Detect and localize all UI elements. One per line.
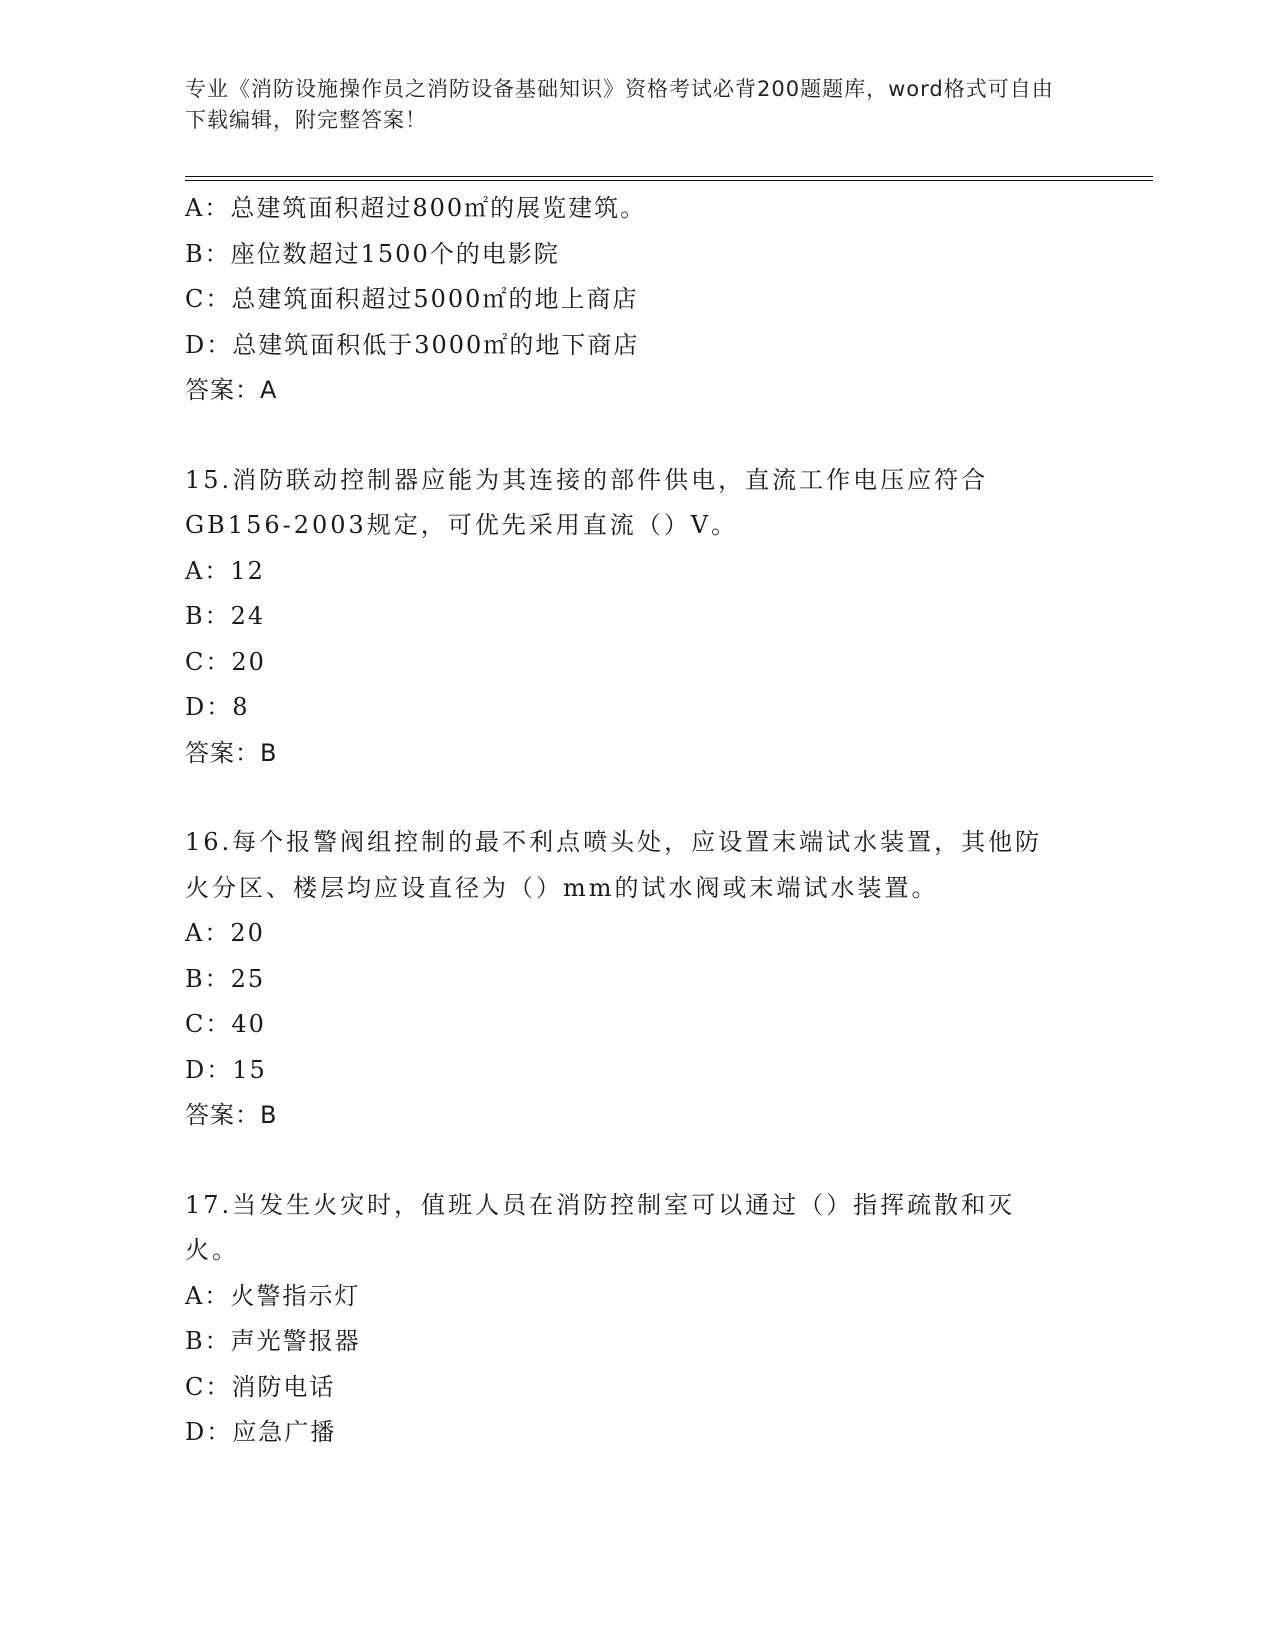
option-text: 20 xyxy=(231,647,266,676)
option-a xyxy=(185,911,1085,957)
option-key: A： xyxy=(185,1281,231,1310)
option-text: 24 xyxy=(230,602,266,630)
option-c xyxy=(185,640,1085,686)
option-text: 座位数超过1500个的电影院 xyxy=(230,239,560,268)
option-text: 火警指示灯 xyxy=(230,1281,361,1310)
header-divider-top xyxy=(185,176,1153,177)
option-text: 40 xyxy=(231,1010,266,1038)
option-b xyxy=(185,594,1085,640)
option-key: C： xyxy=(185,1372,232,1401)
option-text: 8 xyxy=(232,693,250,721)
answer-line: 答案：B xyxy=(185,738,278,767)
option-d xyxy=(185,1410,1085,1456)
answer-line: 答案：A xyxy=(185,376,278,404)
question-content xyxy=(185,186,1085,1456)
option-b xyxy=(185,232,1085,278)
option-text: 25 xyxy=(230,964,266,993)
option-text: 总建筑面积超过5000㎡的地上商店 xyxy=(231,285,639,313)
option-text: 总建筑面积低于3000㎡的地下商店 xyxy=(232,330,640,359)
option-b xyxy=(185,957,1085,1003)
option-d xyxy=(185,1048,1085,1094)
document-header: 专业《消防设施操作员之消防设备基础知识》资格考试必背200题题库，word格式可自由下载编辑，附完整答案！ xyxy=(185,77,1054,132)
option-a xyxy=(185,549,1085,595)
header-divider-bottom xyxy=(185,180,1153,181)
option-c xyxy=(185,1365,1085,1411)
option-key: C： xyxy=(185,285,232,313)
option-text: 消防电话 xyxy=(231,1372,336,1401)
question-17 xyxy=(185,1183,1085,1456)
question-stem: 16.每个报警阀组控制的最不利点喷头处，应设置末端试水装置，其他防火分区、楼层均应设直径为（）mm的试水阀或末端试水装置。 xyxy=(185,828,1043,902)
option-text: 应急广播 xyxy=(232,1418,337,1446)
option-text: 20 xyxy=(230,919,265,947)
option-key: C： xyxy=(185,1010,232,1038)
option-key: B： xyxy=(185,964,231,993)
option-b xyxy=(185,1319,1085,1365)
answer-line: 答案：B xyxy=(185,1101,278,1129)
option-a xyxy=(185,186,1085,232)
option-text: 12 xyxy=(230,556,265,585)
prev-question-block xyxy=(185,186,1085,414)
option-key: D： xyxy=(185,1055,233,1084)
option-key: B： xyxy=(185,239,231,268)
option-text: 15 xyxy=(232,1055,267,1084)
option-text: 声光警报器 xyxy=(230,1327,361,1355)
option-key: A： xyxy=(185,556,231,585)
option-text: 总建筑面积超过800㎡的展览建筑。 xyxy=(230,194,647,222)
question-16 xyxy=(185,820,1085,1139)
spacer xyxy=(185,414,1085,458)
question-15 xyxy=(185,458,1085,777)
option-d xyxy=(185,323,1085,369)
option-c xyxy=(185,277,1085,323)
option-c xyxy=(185,1002,1085,1048)
spacer xyxy=(185,1139,1085,1183)
option-key: B： xyxy=(185,602,231,630)
option-a xyxy=(185,1274,1085,1320)
option-key: D： xyxy=(185,330,233,359)
spacer xyxy=(185,776,1085,820)
question-stem: 17.当发生火灾时，值班人员在消防控制室可以通过（）指挥疏散和灭火。 xyxy=(185,1190,1016,1264)
option-key: D： xyxy=(185,1418,233,1446)
option-key: B： xyxy=(185,1327,231,1355)
option-key: C： xyxy=(185,647,232,676)
option-key: A： xyxy=(185,919,231,947)
question-stem: 15.消防联动控制器应能为其连接的部件供电，直流工作电压应符合GB156-2003规定，可优先采用直流（）V。 xyxy=(185,465,989,539)
option-key: A： xyxy=(185,194,231,222)
option-key: D： xyxy=(185,693,233,721)
option-d xyxy=(185,685,1085,731)
